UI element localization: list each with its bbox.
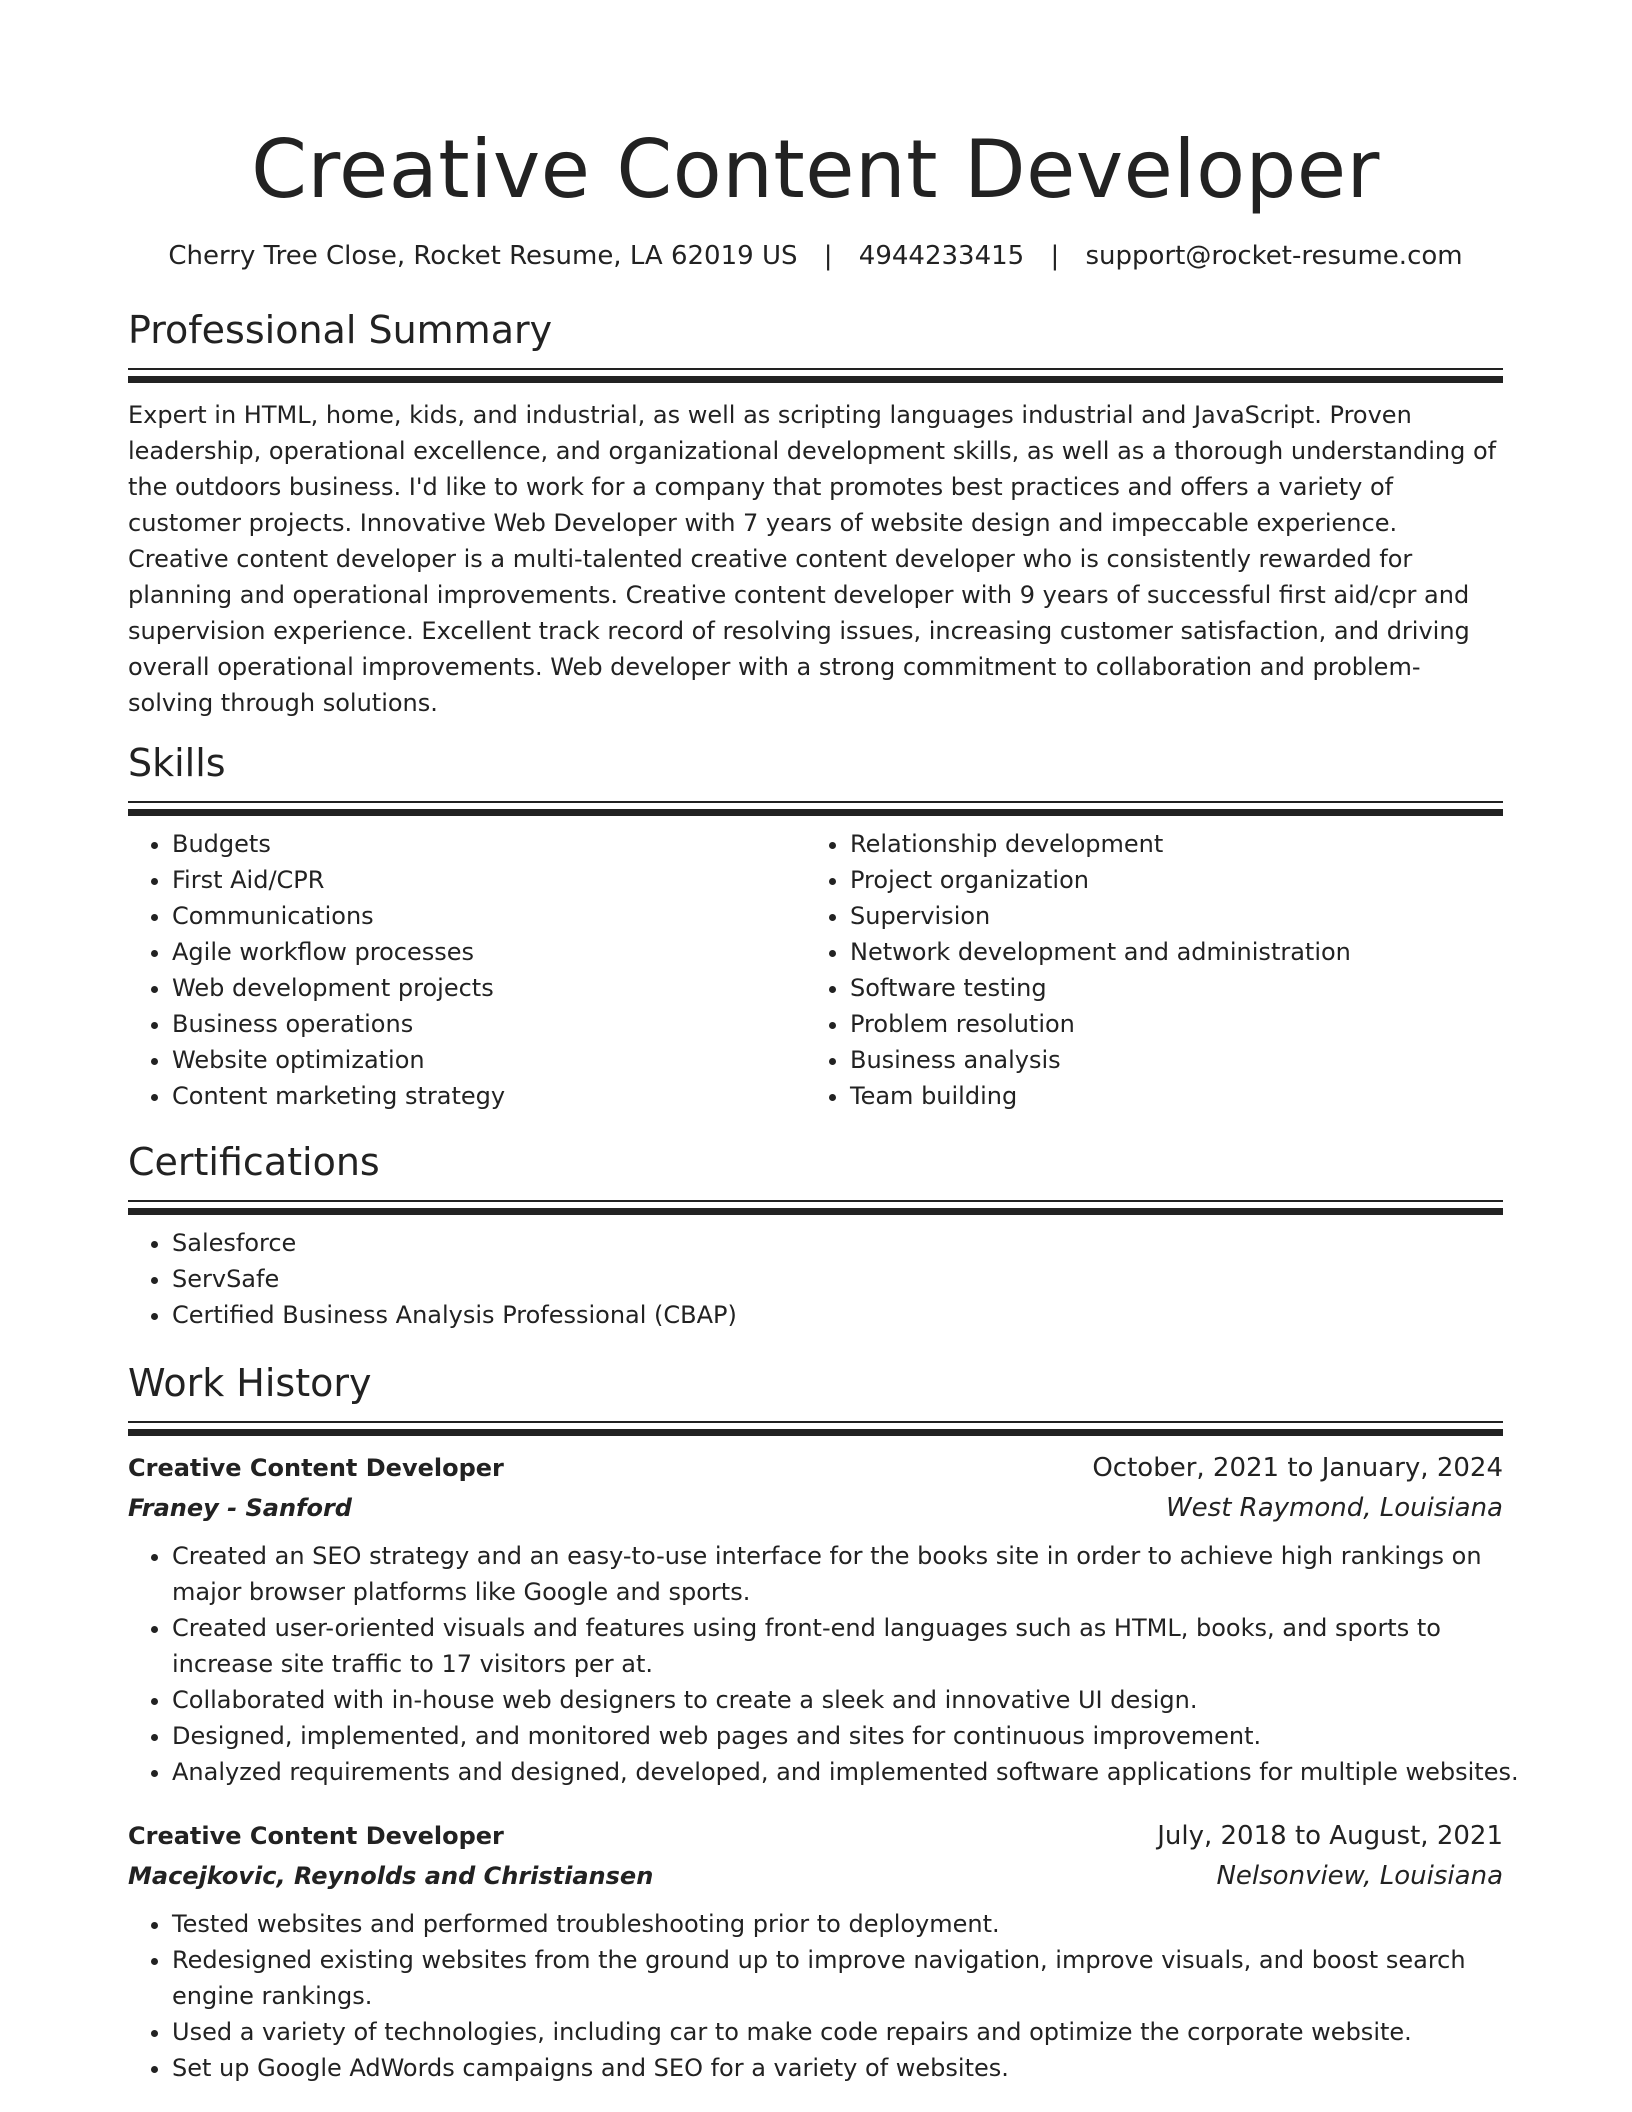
- skills-heading: Skills: [128, 741, 226, 785]
- contact-separator: |: [823, 241, 833, 271]
- certification-item: • ServSafe: [172, 1261, 1503, 1297]
- job-company: Franey - Sanford: [128, 1494, 352, 1522]
- skill-item: • Business analysis: [850, 1042, 1484, 1078]
- section-divider: [128, 368, 1503, 383]
- job-bullet: • Created user-oriented visuals and features using front-end languages such as HTML, books, and sports to increase site traffic to 17 visitors per at.: [172, 1610, 1503, 1682]
- work-history-heading: Work History: [128, 1361, 372, 1405]
- job-location: West Raymond, Louisiana: [1165, 1493, 1503, 1523]
- skill-item: • Communications: [172, 898, 806, 934]
- job-dates: October, 2021 to January, 2024: [1092, 1453, 1503, 1483]
- resume-page: [128, 0, 1519, 2086]
- contact-phone: 4944233415: [858, 241, 1025, 271]
- job-title: Creative Content Developer: [128, 1822, 504, 1850]
- skill-item: • Business operations: [172, 1006, 806, 1042]
- certification-item: • Salesforce: [172, 1225, 1503, 1261]
- contact-email: support@rocket-resume.com: [1085, 241, 1463, 271]
- certifications-section: [128, 1138, 1503, 1333]
- skill-item: • Software testing: [850, 970, 1484, 1006]
- job-header-row: [128, 1816, 1503, 1856]
- skill-item: • Relationship development: [850, 826, 1484, 862]
- certifications-list: [128, 1225, 1503, 1333]
- job-company-row: [128, 1488, 1503, 1528]
- skill-item: • First Aid/CPR: [172, 862, 806, 898]
- skill-item: • Agile workflow processes: [172, 934, 806, 970]
- job-entry: [128, 1448, 1519, 1790]
- job-company-row: [128, 1856, 1503, 1896]
- job-bullet: • Set up Google AdWords campaigns and SEO for a variety of websites.: [172, 2050, 1503, 2086]
- summary-text: Expert in HTML, home, kids, and industrial, as well as scripting languages industrial and JavaScript. Proven leadership, operational excellence, and organizational development skills, as well as a thorough understanding of the outdoors business. I'd like to work for a company that promotes best practices and offers a variety of customer projects. Innovative Web Developer with 7 years of website design and impeccable experience. Creative content developer is a multi-talented creative content developer who is consistently rewarded for planning and operational improvements. Creative content developer with 9 years of successful first aid/cpr and supervision experience. Excellent track record of resolving issues, increasing customer satisfaction, and driving overall operational improvements. Web developer with a strong commitment to collaboration and problem-solving through solutions.: [128, 401, 1497, 717]
- skills-grid: [128, 826, 1503, 1114]
- job-bullet: • Collaborated with in-house web designers to create a sleek and innovative UI design.: [172, 1682, 1503, 1718]
- job-bullet: • Used a variety of technologies, including car to make code repairs and optimize the corporate website.: [172, 2014, 1503, 2050]
- job-dates: July, 2018 to August, 2021: [1157, 1821, 1503, 1851]
- skill-item: • Website optimization: [172, 1042, 806, 1078]
- skills-list-right: [806, 826, 1484, 1114]
- job-bullet: • Designed, implemented, and monitored web pages and sites for continuous improvement.: [172, 1718, 1503, 1754]
- certifications-heading: Certifications: [128, 1140, 380, 1184]
- job-header-row: [128, 1448, 1503, 1488]
- skill-item: • Supervision: [850, 898, 1484, 934]
- resume-name: Creative Content Developer: [251, 123, 1380, 216]
- summary-section: [128, 306, 1503, 721]
- contact-separator: |: [1050, 241, 1060, 271]
- skills-section: [128, 739, 1503, 1114]
- job-bullet: • Created an SEO strategy and an easy-to-use interface for the books site in order to achieve high rankings on major browser platforms like Google and sports.: [172, 1538, 1503, 1610]
- contact-address: Cherry Tree Close, Rocket Resume, LA 62019 US: [168, 241, 798, 271]
- job-company: Macejkovic, Reynolds and Christiansen: [128, 1862, 654, 1890]
- skill-item: • Team building: [850, 1078, 1484, 1114]
- job-location: Nelsonview, Louisiana: [1216, 1861, 1503, 1891]
- skill-item: • Problem resolution: [850, 1006, 1484, 1042]
- job-title: Creative Content Developer: [128, 1454, 504, 1482]
- skills-list-left: [128, 826, 806, 1114]
- job-entry: [128, 1816, 1503, 2086]
- job-bullet: • Redesigned existing websites from the ground up to improve navigation, improve visuals, and boost search engine rankings.: [172, 1942, 1503, 2014]
- skill-item: • Budgets: [172, 826, 806, 862]
- skill-item: • Web development projects: [172, 970, 806, 1006]
- skill-item: • Content marketing strategy: [172, 1078, 806, 1114]
- job-bullet: • Analyzed requirements and designed, developed, and implemented software applications for multiple websites.: [172, 1754, 1503, 1790]
- job-bullets: [128, 1906, 1503, 2086]
- work-history-section: [128, 1359, 1519, 2086]
- section-divider: [128, 801, 1503, 816]
- job-bullet: • Tested websites and performed troubleshooting prior to deployment.: [172, 1906, 1503, 1942]
- section-divider: [128, 1421, 1503, 1436]
- skill-item: • Project organization: [850, 862, 1484, 898]
- certification-item: • Certified Business Analysis Professional (CBAP): [172, 1297, 1503, 1333]
- skill-item: • Network development and administration: [850, 934, 1484, 970]
- summary-heading: Professional Summary: [128, 308, 553, 352]
- section-divider: [128, 1200, 1503, 1215]
- job-bullets: [128, 1538, 1519, 1790]
- contact-line: [128, 238, 1503, 274]
